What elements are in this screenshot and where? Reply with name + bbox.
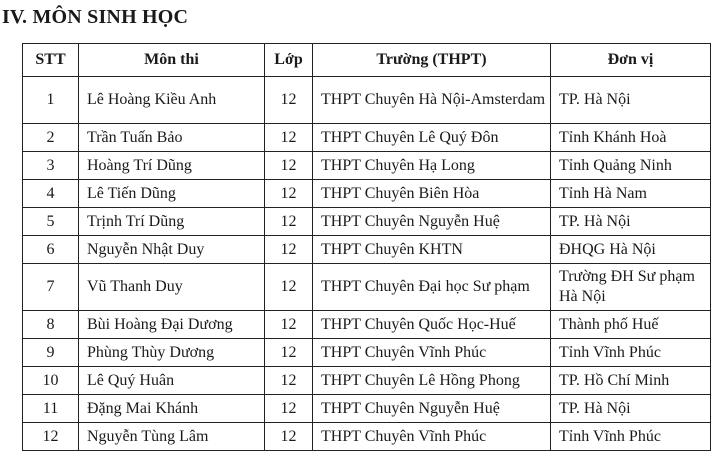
cell-name: Phùng Thùy Dương [79,339,265,367]
header-subject: Môn thi [79,44,265,77]
cell-grade: 12 [265,77,313,124]
cell-name: Bùi Hoàng Đại Dương [79,311,265,339]
cell-name: Đặng Mai Khánh [79,395,265,423]
cell-stt: 11 [23,395,79,423]
cell-stt: 3 [23,152,79,180]
header-unit: Đơn vị [551,44,711,77]
cell-stt: 6 [23,236,79,264]
cell-unit: Tỉnh Vĩnh Phúc [551,339,711,367]
cell-school: THPT Chuyên Vĩnh Phúc [313,423,551,451]
cell-name: Lê Tiến Dũng [79,180,265,208]
cell-stt: 2 [23,124,79,152]
cell-unit: TP. Hà Nội [551,208,711,236]
cell-unit: Trường ĐH Sư phạm Hà Nội [551,264,711,311]
table-row [23,124,711,152]
cell-unit: TP. Hồ Chí Minh [551,367,711,395]
cell-grade: 12 [265,180,313,208]
table-row [23,423,711,451]
cell-stt: 8 [23,311,79,339]
cell-school: THPT Chuyên Nguyễn Huệ [313,208,551,236]
results-table [22,43,711,451]
cell-name: Nguyễn Nhật Duy [79,236,265,264]
cell-grade: 12 [265,339,313,367]
table-row [23,152,711,180]
cell-stt: 1 [23,77,79,124]
cell-school: THPT Chuyên Lê Hồng Phong [313,367,551,395]
cell-stt: 12 [23,423,79,451]
table-row [23,367,711,395]
cell-grade: 12 [265,124,313,152]
table-row [23,395,711,423]
header-stt: STT [23,44,79,77]
section-heading: IV. MÔN SINH HỌC [2,6,189,28]
cell-school: THPT Chuyên Lê Quý Đôn [313,124,551,152]
cell-unit: Thành phố Huế [551,311,711,339]
cell-school: THPT Chuyên Hạ Long [313,152,551,180]
table-header-row [23,44,711,77]
cell-stt: 4 [23,180,79,208]
cell-unit: TP. Hà Nội [551,395,711,423]
cell-school: THPT Chuyên Biên Hòa [313,180,551,208]
cell-unit: Tỉnh Khánh Hoà [551,124,711,152]
cell-unit: ĐHQG Hà Nội [551,236,711,264]
cell-name: Trịnh Trí Dũng [79,208,265,236]
cell-school: THPT Chuyên KHTN [313,236,551,264]
cell-stt: 5 [23,208,79,236]
table-row [23,311,711,339]
cell-grade: 12 [265,423,313,451]
table-row [23,264,711,311]
table-row [23,236,711,264]
header-grade: Lớp [265,44,313,77]
cell-school: THPT Chuyên Hà Nội-Amsterdam [313,77,551,124]
cell-stt: 10 [23,367,79,395]
cell-grade: 12 [265,395,313,423]
cell-school: THPT Chuyên Quốc Học-Huế [313,311,551,339]
table-row [23,208,711,236]
table-row [23,180,711,208]
cell-grade: 12 [265,208,313,236]
header-school: Trường (THPT) [313,44,551,77]
cell-grade: 12 [265,367,313,395]
cell-name: Nguyễn Tùng Lâm [79,423,265,451]
cell-unit: Tỉnh Vĩnh Phúc [551,423,711,451]
cell-name: Trần Tuấn Bảo [79,124,265,152]
cell-name: Lê Hoàng Kiều Anh [79,77,265,124]
cell-stt: 7 [23,264,79,311]
cell-name: Lê Quý Huân [79,367,265,395]
cell-school: THPT Chuyên Vĩnh Phúc [313,339,551,367]
cell-stt: 9 [23,339,79,367]
cell-grade: 12 [265,236,313,264]
cell-grade: 12 [265,264,313,311]
table-row [23,339,711,367]
cell-school: THPT Chuyên Nguyễn Huệ [313,395,551,423]
cell-school: THPT Chuyên Đại học Sư phạm [313,264,551,311]
table-row [23,77,711,124]
cell-grade: 12 [265,152,313,180]
cell-name: Vũ Thanh Duy [79,264,265,311]
cell-name: Hoàng Trí Dũng [79,152,265,180]
cell-grade: 12 [265,311,313,339]
cell-unit: Tỉnh Hà Nam [551,180,711,208]
cell-unit: TP. Hà Nội [551,77,711,124]
cell-unit: Tỉnh Quảng Ninh [551,152,711,180]
